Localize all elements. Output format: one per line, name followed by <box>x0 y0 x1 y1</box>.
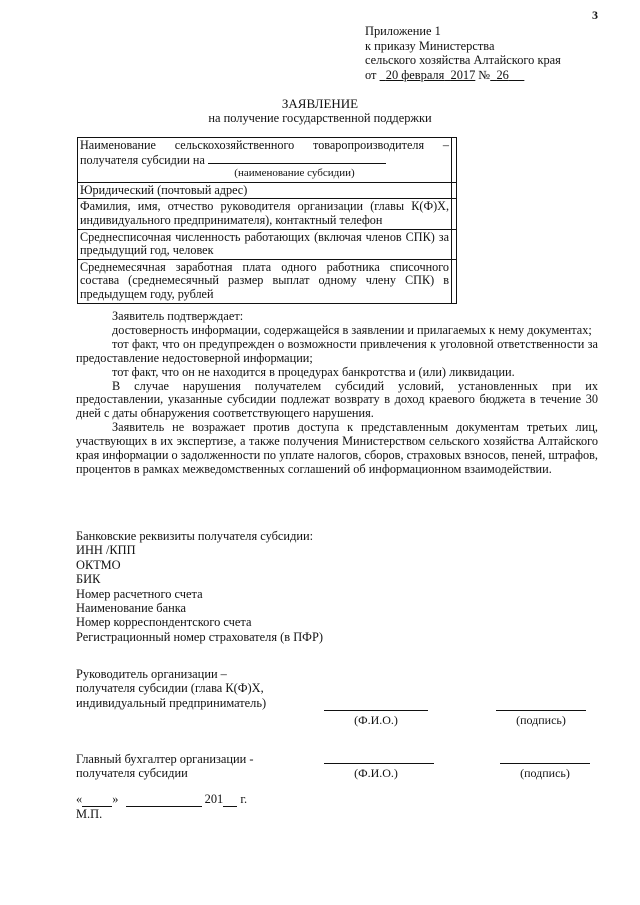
date-day-field[interactable] <box>82 792 112 807</box>
bank-bik: БИК <box>76 572 101 587</box>
head-fio-field[interactable] <box>324 710 428 711</box>
table-cell-label: Среднесписочная численность работающих (включая членов СПК) за предыдущий год, человек <box>78 229 452 259</box>
date-year-field[interactable] <box>223 792 237 807</box>
document-title: ЗАЯВЛЕНИЕ <box>281 96 359 111</box>
bank-corr-account: Номер корреспондентского счета <box>76 615 252 630</box>
stamp-place: М.П. <box>76 807 103 822</box>
accountant-fio-field[interactable] <box>324 763 434 764</box>
subsidy-name-caption: (наименование субсидии) <box>234 167 355 180</box>
table-row <box>78 182 457 199</box>
date-close-quote: » <box>112 792 119 806</box>
date-year-suffix: г. <box>240 792 248 806</box>
bank-details-title: Банковские реквизиты получателя субсидии: <box>76 529 314 543</box>
head-signature-caption: (подпись) <box>516 713 566 727</box>
bank-reg-number: Регистрационный номер страхователя (в ПФР) <box>76 629 323 644</box>
head-title-line-3: индивидуальный предприниматель) <box>76 695 267 710</box>
table-cell-label: Среднемесячная заработная плата одного работника списочного состава (среднемесячный размер выплат одному члену СПК) в предыдущем году, рублей <box>78 259 452 303</box>
accountant-signature-block <box>76 752 254 781</box>
head-signature-block <box>76 667 266 710</box>
paragraph: Заявитель подтверждает: <box>112 309 244 323</box>
appendix-date-year: 2017 <box>450 67 476 82</box>
head-title-line-1: Руководитель организации – <box>76 667 227 681</box>
appendix-header <box>365 24 561 82</box>
appendix-date-prefix: от <box>365 67 377 82</box>
table-cell-label: Фамилия, имя, отчество руководителя организации (главы К(Ф)Х, индивидуального предпринимателя), контактный телефон <box>78 199 452 229</box>
bank-details <box>76 529 323 644</box>
appendix-line-2: к приказу Министерства <box>365 38 495 53</box>
table-cell-label: Юридический (почтовый адрес) <box>78 182 452 199</box>
paragraph: тот факт, что он предупрежден о возможности привлечения к уголовной ответственности за предоставление недостоверной информации; <box>76 336 598 365</box>
table-cell-value[interactable] <box>452 138 457 183</box>
appendix-number-value: 26 <box>496 67 509 82</box>
date-line <box>76 792 247 807</box>
date-month-field[interactable] <box>126 792 202 807</box>
appendix-date-value: 20 февраля <box>385 67 445 82</box>
applicant-info-table <box>77 137 457 304</box>
table-row <box>78 229 457 259</box>
appendix-line-3: сельского хозяйства Алтайского края <box>365 53 561 67</box>
paragraph: тот факт, что он не находится в процедурах банкротства и (или) ликвидации. <box>112 364 515 379</box>
appendix-line-1: Приложение 1 <box>365 24 441 38</box>
bank-oktmo: ОКТМО <box>76 557 121 572</box>
accountant-signature-field[interactable] <box>500 763 590 764</box>
head-title-line-2: получателя субсидии (глава К(Ф)Х, <box>76 681 264 696</box>
head-fio-caption: (Ф.И.О.) <box>354 713 398 727</box>
accountant-fio-caption: (Ф.И.О.) <box>354 766 398 780</box>
head-signature-field[interactable] <box>496 710 586 711</box>
document-subtitle: на получение государственной поддержки <box>208 111 432 125</box>
date-block <box>76 792 247 822</box>
appendix-number-sign: № <box>478 67 491 82</box>
table-row <box>78 199 457 229</box>
page-number: 3 <box>592 8 598 22</box>
table-cell-value[interactable] <box>452 199 457 229</box>
appendix-date-line <box>365 68 561 83</box>
table-cell-value[interactable] <box>452 229 457 259</box>
bank-inn: ИНН /КПП <box>76 543 136 558</box>
accountant-title-line-2: получателя субсидии <box>76 766 188 781</box>
table-cell-label: Наименование сельскохозяйственного товаропроизводителя – получателя субсидии на (наименование субсидии) <box>78 138 452 183</box>
table-row <box>78 138 457 183</box>
bank-account: Номер расчетного счета <box>76 586 203 601</box>
accountant-title-line-1: Главный бухгалтер организации - <box>76 752 254 766</box>
accountant-signature-caption: (подпись) <box>520 766 570 780</box>
declaration-text <box>76 310 598 477</box>
paragraph: достоверность информации, содержащейся в заявлении и прилагаемых к нему документах; <box>112 322 592 337</box>
subsidy-name-field[interactable] <box>208 153 386 164</box>
table-cell-value[interactable] <box>452 182 457 199</box>
bank-name: Наименование банка <box>76 601 187 616</box>
table-row <box>78 259 457 303</box>
date-year-prefix: 201 <box>204 792 224 806</box>
date-open-quote: « <box>76 792 83 806</box>
paragraph: Заявитель не возражает против доступа к представленным документам третьих лиц, участвующих в их экспертизе, а также получения Министерством сельского хозяйства Алтайского края информации о задолженности по уплате налогов, сборов, страховых взносов, пеней, штрафов, процентов в рамках межведомственных соглашений об информационном взаимодействии. <box>76 420 598 476</box>
table-cell-value[interactable] <box>452 259 457 303</box>
paragraph: В случае нарушения получателем субсидий условий, установленных при их предоставлении, указанные субсидии подлежат возврату в доход краевого бюджета в течение 30 дней с даты обнаружения соответствующего нарушения. <box>76 378 598 421</box>
